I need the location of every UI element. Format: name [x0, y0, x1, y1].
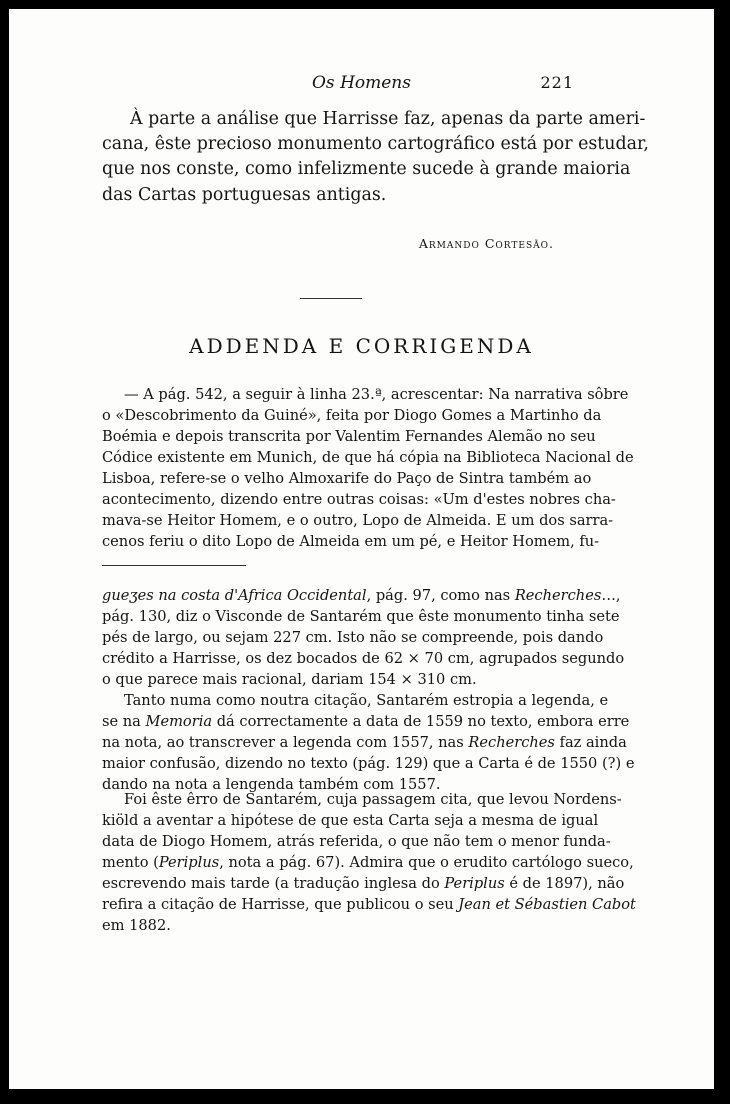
text-run: dá correctamente a data de 1559 no texto, embora erre	[212, 713, 630, 730]
text-line: dando na nota a lengenda também com 1557.	[102, 776, 441, 793]
author-signature: Armando Cortesão.	[418, 236, 554, 251]
text-line: mava-se Heitor Homem, e o outro, Lopo de Almeida. E um dos sarra-	[102, 512, 614, 529]
text-run: refira a citação de Harrisse, que publicou o seu	[102, 896, 459, 913]
text-line: acontecimento, dizendo entre outras coisas: «Um d'estes nobres cha-	[102, 491, 616, 508]
text-line: maior confusão, dizendo no texto (pág. 129) que a Carta é de 1550 (?) e	[102, 755, 635, 772]
footnote-paragraph	[102, 690, 635, 795]
page-number: 221	[540, 73, 574, 92]
text-line: Boémia e depois transcrita por Valentim Fernandes Alemão no seu	[102, 428, 596, 445]
text-run: …,	[601, 587, 621, 604]
text-run: é de 1897), não	[504, 875, 625, 892]
text-line	[102, 873, 625, 894]
italic-title: gueʒes na costa d'Africa Occidental	[102, 587, 367, 604]
text-line: em 1882.	[102, 917, 171, 934]
text-run: escrevendo mais tarde (a tradução inglesa do	[102, 875, 445, 892]
page	[9, 9, 714, 1089]
text-line: data de Diogo Homem, atrás referida, o que não tem o menor funda-	[102, 833, 611, 850]
text-line: Foi êste êrro de Santarém, cuja passagem cita, que levou Nordens-	[124, 791, 622, 808]
text-line: das Cartas portuguesas antigas.	[102, 184, 387, 205]
text-run: se na	[102, 713, 146, 730]
text-run: , nota a pág. 67). Admira que o erudito cartólogo sueco,	[219, 854, 634, 871]
footnote-rule	[102, 565, 246, 566]
text-line: pés de largo, ou sejam 227 cm. Isto não se compreende, pois dando	[102, 629, 604, 646]
text-line: que nos conste, como infelizmente sucede à grande maioria	[102, 159, 631, 180]
italic-title: Jean et Sébastien Cabot	[458, 896, 636, 913]
text-line	[102, 711, 630, 732]
text-line	[102, 894, 636, 915]
text-line: Tanto numa como noutra citação, Santarém estropia a legenda, e	[124, 692, 609, 709]
footnote-paragraph	[102, 789, 636, 936]
italic-title: Periplus	[158, 854, 220, 871]
footnote-continuation	[102, 585, 625, 690]
section-divider	[300, 298, 362, 299]
text-line: o «Descobrimento da Guiné», feita por Diogo Gomes a Martinho da	[102, 407, 602, 424]
text-line: À parte a análise que Harrisse faz, apenas da parte ameri-	[130, 109, 646, 129]
text-line	[102, 732, 627, 753]
italic-title: Memoria	[145, 713, 213, 730]
text-line: pág. 130, diz o Visconde de Santarém que êste monumento tinha sete	[102, 608, 620, 625]
intro-paragraph	[102, 107, 649, 208]
text-line	[102, 585, 621, 606]
running-title: Os Homens	[312, 73, 411, 93]
text-line: — A pág. 542, a seguir à linha 23.ª, acrescentar: Na narrativa sôbre	[124, 386, 629, 403]
addenda-paragraph	[102, 384, 634, 552]
text-run: mento (	[102, 854, 159, 871]
text-line: Códice existente em Munich, de que há cópia na Biblioteca Nacional de	[102, 449, 634, 466]
text-line	[102, 852, 634, 873]
section-title: ADDENDA E CORRIGENDA	[189, 334, 534, 358]
text-line: cana, êste precioso monumento cartográfico está por estudar,	[102, 134, 649, 155]
text-run: na nota, ao transcrever a legenda com 1557, nas	[102, 734, 469, 751]
italic-title: Periplus	[444, 875, 505, 892]
text-line: o que parece mais racional, dariam 154 × 310 cm.	[102, 671, 477, 688]
text-line: Lisboa, refere-se o velho Almoxarife do Paço de Sintra também ao	[102, 470, 592, 487]
text-run: , pág. 97, como nas	[366, 587, 515, 604]
text-run: faz ainda	[554, 734, 627, 751]
page-header	[9, 71, 714, 101]
text-line: kiöld a aventar a hipótese de que esta Carta seja a mesma de igual	[102, 812, 599, 829]
text-line: crédito a Harrisse, os dez bocados de 62 × 70 cm, agrupados segundo	[102, 650, 625, 667]
text-line: cenos feriu o dito Lopo de Almeida em um pé, e Heitor Homem, fu-	[102, 533, 600, 550]
italic-title: Recherches	[514, 587, 602, 604]
italic-title: Recherches	[468, 734, 555, 751]
